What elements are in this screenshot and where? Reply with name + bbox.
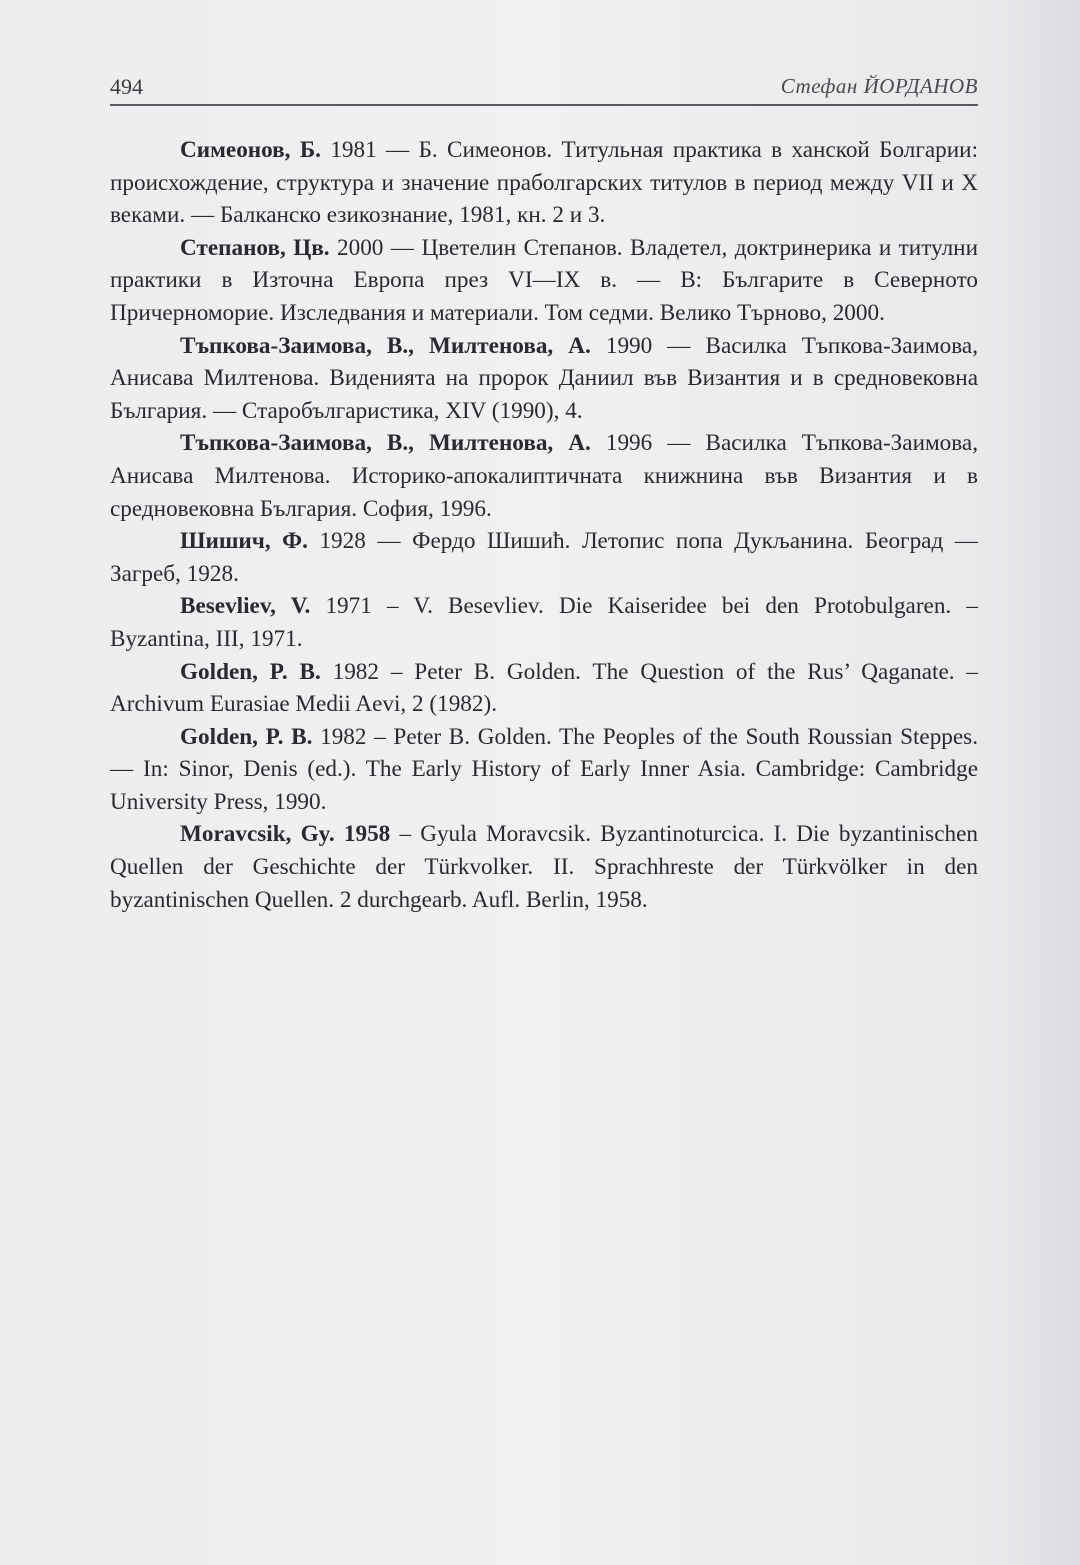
entry-text: 2000 — Цветелин Степанов. Владетел, доктринерика и титулни практики в Източна Европа през VI—IX в. — В: Българите в Северното Причерноморие. Изследвания и материали. Том седми. Велико Търново, 2000. — [110, 234, 978, 326]
bibliography-entry — [110, 525, 978, 590]
entry-author: Moravcsik, Gy. 1958 — [180, 821, 391, 848]
header-rule — [110, 104, 978, 106]
bibliography-entry — [110, 427, 978, 525]
entry-author: Шишич, Ф. — [180, 528, 308, 555]
page-header — [110, 70, 978, 108]
bibliography-entry — [110, 656, 978, 721]
bibliography-entry — [110, 818, 978, 916]
bibliography-entry — [110, 232, 978, 330]
bibliography-entry — [110, 330, 978, 428]
entry-text: 1981 — Б. Симеонов. Титульная практика в ханской Болгарии: происхождение, структура и значение праболгарских титулов в период между VII и X веками. — Балканско езикознание, 1981, кн. 2 и 3. — [110, 137, 979, 229]
entry-author: Golden, P. B. — [180, 658, 321, 685]
entry-text: 1982 – Peter B. Golden. The Question of the Rus’ Qaganate. – Archivum Eurasiae Medii Aevi, 2 (1982). — [110, 658, 978, 718]
entry-text: 1990 — Василка Тъпкова-Заимова, Анисава Милтенова. Виденията на пророк Даниил във Византия и в средновековна България. — Старобългаристика, XIV (1990), 4. — [110, 332, 978, 424]
bibliography-entry — [110, 721, 978, 819]
page-number: 494 — [110, 74, 143, 99]
bibliography-entry — [110, 590, 978, 655]
entry-author: Тъпкова-Заимова, В., Милтенова, А. — [180, 430, 591, 457]
entry-author: Симеонов, Б. — [180, 137, 321, 163]
entry-author: Степанов, Цв. — [180, 234, 330, 261]
entry-author: Besevliev, V. — [180, 593, 311, 620]
entry-text: 1996 — Василка Тъпкова-Заимова, Анисава Милтенова. Историко-апокалиптичната книжнина във Византия и в средновековна България. София, 1996. — [110, 430, 978, 522]
running-head: Стефан ЙОРДАНОВ — [780, 74, 978, 98]
entry-text: 1928 — Фердо Шишић. Летопис попа Дукљанина. Београд — Загреб, 1928. — [110, 528, 978, 587]
entry-author: Тъпкова-Заимова, В., Милтенова, А. — [180, 332, 591, 359]
entry-author: Golden, P. B. — [180, 723, 313, 750]
bibliography — [110, 134, 978, 916]
entry-text: – Gyula Moravcsik. Byzantinoturcica. I. Die byzantinischen Quellen der Geschichte der Türkvolker. II. Sprachhreste der Türkvölker in den byzantinischen Quellen. 2 durchgearb. Aufl. Berlin, 1958. — [110, 821, 978, 913]
bibliography-entry — [110, 134, 978, 232]
entry-text: 1982 – Peter B. Golden. The Peoples of the South Roussian Steppes. — In: Sinor, Denis (ed.). The Early History of Early Inner Asia. Cambridge: Cambridge University Press, 1990. — [110, 723, 979, 815]
entry-text: 1971 – V. Besevliev. Die Kaiseridee bei den Protobulgaren. – Byzantina, III, 1971. — [110, 593, 978, 652]
